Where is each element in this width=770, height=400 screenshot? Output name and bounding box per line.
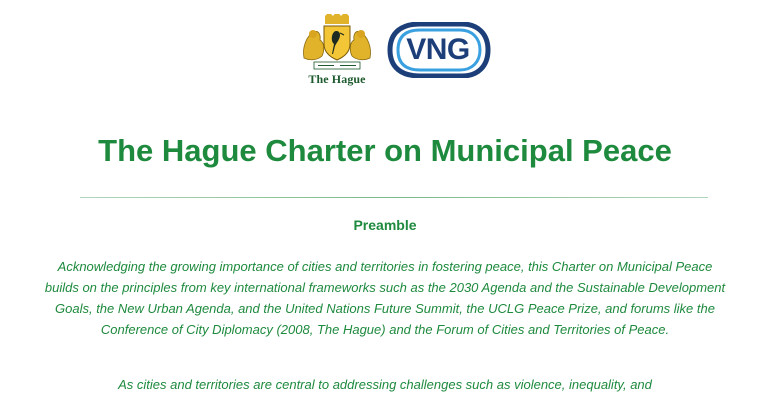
the-hague-caption: The Hague [308, 72, 366, 86]
vng-logo-text: VNG [406, 33, 470, 66]
title-divider [80, 197, 708, 198]
preamble-paragraph-2: As cities and territories are central to addressing challenges such as violence, inequality, and [118, 377, 652, 392]
the-hague-logo [298, 14, 376, 88]
document-title: The Hague Charter on Municipal Peace [98, 133, 672, 168]
the-hague-crest-icon [298, 14, 376, 72]
preamble-heading: Preamble [353, 217, 417, 233]
vng-logo [384, 22, 492, 78]
preamble-paragraph-1: Acknowledging the growing importance of cities and territories in fostering peace, this Charter on Municipal Peace builds on the principles from key international frameworks such as the 2030 Agenda and the Sustainable Development Goals, the New Urban Agenda, and the United Nations Future Summit, the UCLG Peace Prize, and forums like the Conference of City Diplomacy (2008, The Hague) and the Forum of Cities and Territories of Peace. [44, 259, 726, 337]
logo-header [0, 10, 770, 88]
